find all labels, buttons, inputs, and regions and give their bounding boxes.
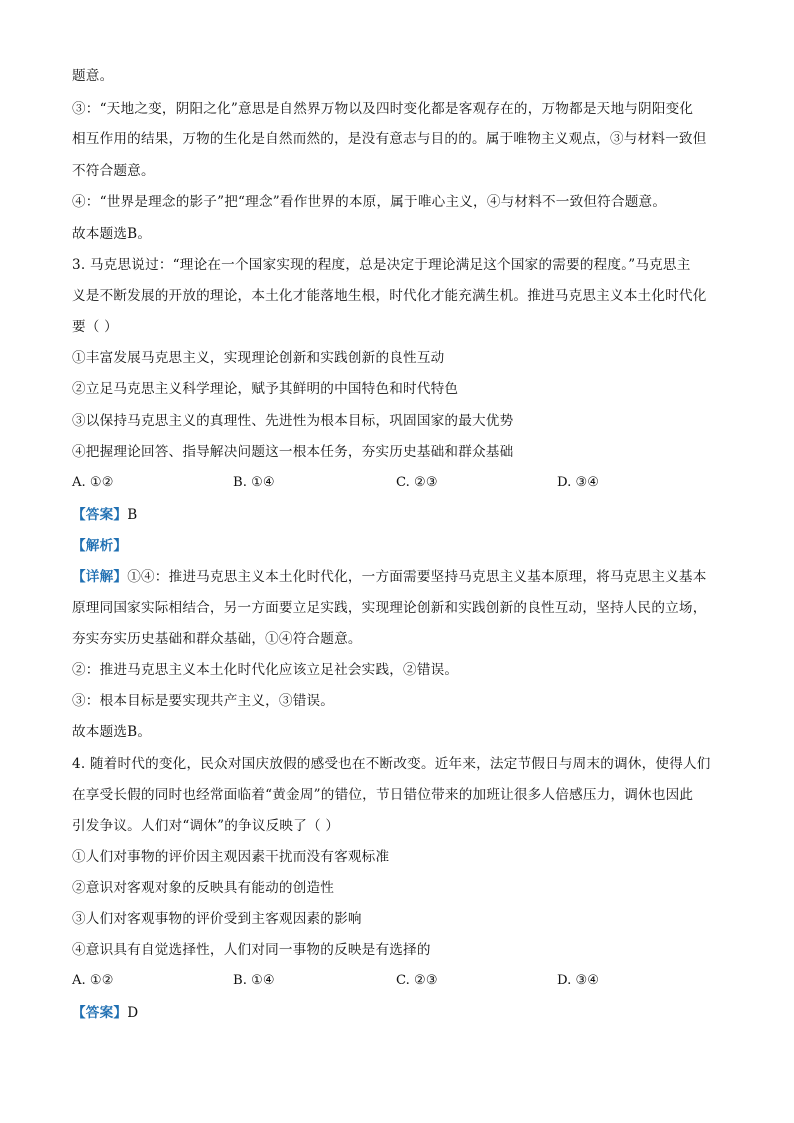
text-line: 在享受长假的同时也经常面临着“黄金周”的错位，节日错位带来的加班让很多人倍感压力，调休也因此 — [72, 787, 694, 803]
text-line: 引发争议。人们对“调休”的争议反映了（ ） — [72, 818, 340, 834]
detail-tag: 【详解】 — [72, 569, 128, 585]
analysis-tag: 【解析】 — [72, 538, 128, 554]
answer-tag: 【答案】 — [72, 507, 128, 523]
text-line: ②：推进马克思主义本土化时代化应该立足社会实践，②错误。 — [72, 662, 459, 678]
answer-value: B — [127, 507, 138, 523]
text-line: 故本题选B。 — [72, 226, 152, 242]
answer-line — [72, 1004, 138, 1022]
option-c: C. ②③ — [396, 973, 438, 988]
text-line: 原理同国家实际相结合，另一方面要立足实践，实现理论创新和实践创新的良性互动，坚持人民的立场， — [72, 600, 707, 616]
answer-value: D — [127, 1005, 139, 1021]
answer-tag: 【答案】 — [72, 1005, 128, 1021]
detail-text: ①④：推进马克思主义本土化时代化，一方面需要坚持马克思主义基本原理，将马克思主义基本 — [127, 569, 707, 585]
option-a: A. ①② — [72, 475, 114, 490]
statement-item: ①丰富发展马克思主义，实现理论创新和实践创新的良性互动 — [72, 350, 445, 366]
statement-item: ③人们对客观事物的评价受到主客观因素的影响 — [72, 911, 362, 927]
option-c: C. ②③ — [396, 475, 438, 490]
statement-item: ②意识对客观对象的反映具有能动的创造性 — [72, 880, 335, 896]
text-line: 夯实夯实历史基础和群众基础，①④符合题意。 — [72, 631, 362, 647]
option-d: D. ③④ — [557, 475, 600, 490]
statement-item: ④把握理论回答、指导解决问题这一根本任务，夯实历史基础和群众基础 — [72, 444, 514, 460]
statement-item: ④意识具有自觉选择性，人们对同一事物的反映是有选择的 — [72, 942, 431, 958]
text-line: ③：根本目标是要实现共产主义，③错误。 — [72, 693, 335, 709]
text-line: ③：“天地之变，阴阳之化”意思是自然界万物以及四时变化都是客观存在的，万物都是天地与阴阳变化 — [72, 101, 694, 117]
option-d: D. ③④ — [557, 973, 600, 988]
text-line: ④：“世界是理念的影子”把“理念”看作世界的本原，属于唯心主义，④与材料不一致但符合题意。 — [72, 194, 667, 210]
text-line: 题意。 — [72, 68, 114, 84]
question-4-stem: 4. 随着时代的变化，民众对国庆放假的感受也在不断改变。近年来，法定节假日与周末的调休，使得人们 — [72, 756, 711, 772]
text-line: 要（ ） — [72, 319, 118, 335]
detail-line — [72, 568, 707, 586]
statement-item: ①人们对事物的评价因主观因素干扰而没有客观标准 — [72, 849, 390, 865]
option-b: B. ①④ — [233, 973, 275, 988]
option-b: B. ①④ — [233, 475, 275, 490]
statement-item: ②立足马克思主义科学理论，赋予其鲜明的中国特色和时代特色 — [72, 381, 459, 397]
text-line: 不符合题意。 — [72, 163, 155, 179]
option-a: A. ①② — [72, 973, 114, 988]
text-line: 故本题选B。 — [72, 724, 152, 740]
statement-item: ③以保持马克思主义的真理性、先进性为根本目标，巩固国家的最大优势 — [72, 413, 514, 429]
text-line: 义是不断发展的开放的理论，本土化才能落地生根，时代化才能充满生机。推进马克思主义本土化时代化 — [72, 288, 707, 304]
analysis-line — [72, 537, 127, 555]
text-line: 相互作用的结果，万物的生化是自然而然的，是没有意志与目的的。属于唯物主义观点，③与材料一致但 — [72, 131, 707, 147]
question-3-stem: 3. 马克思说过：“理论在一个国家实现的程度，总是决定于理论满足这个国家的需要的程度。”马克思主 — [72, 257, 691, 273]
answer-line — [72, 506, 137, 524]
